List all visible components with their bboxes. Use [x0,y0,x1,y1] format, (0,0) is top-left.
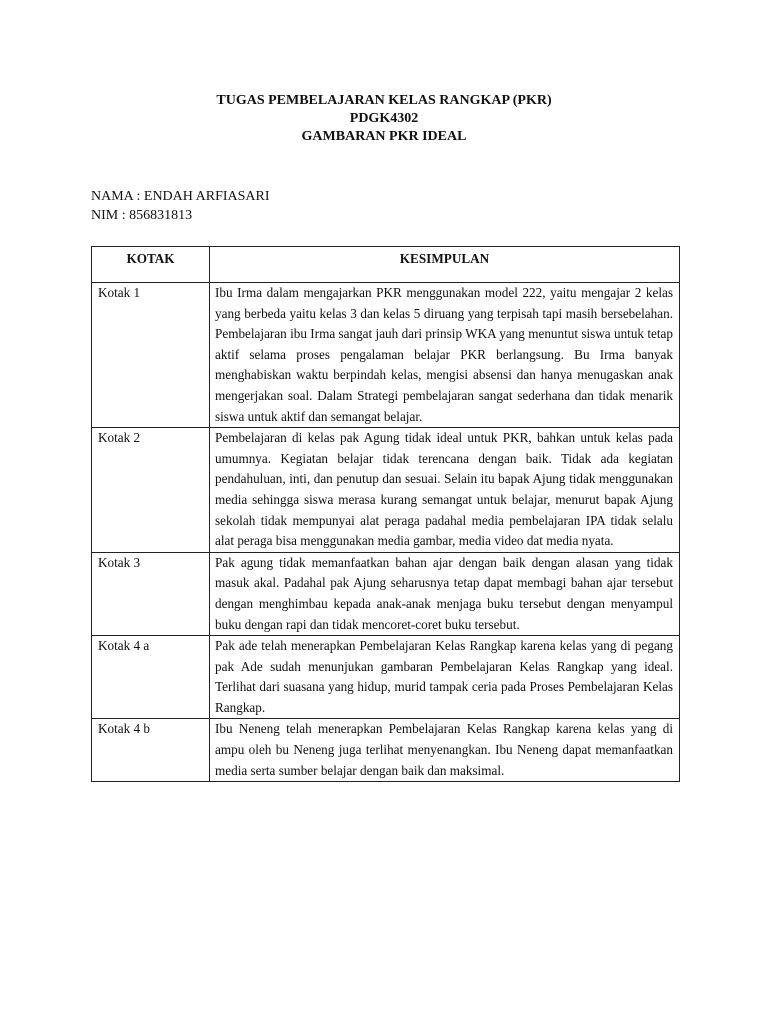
kotak-cell: Kotak 3 [92,552,210,635]
kesimpulan-cell: Pak ade telah menerapkan Pembelajaran Kelas Rangkap karena kelas yang di pegang pak Ade sudah menunjukan gambaran Pembelajaran Kelas Rangkap yang ideal. Terlihat dari suasana yang hidup, murid tampak ceria pada Proses Pembelajaran Kelas Rangkap. [210,636,680,719]
student-name: NAMA : ENDAH ARFIASARI [91,189,270,204]
kotak-cell: Kotak 2 [92,428,210,553]
column-header-kesimpulan: KESIMPULAN [210,247,680,283]
column-header-kotak: KOTAK [92,247,210,283]
table-row [92,283,680,428]
kesimpulan-cell: Ibu Irma dalam mengajarkan PKR menggunakan model 222, yaitu mengajar 2 kelas yang berbeda yaitu kelas 3 dan kelas 5 diruang yang terpisah tapi masih bersebelahan. Pembelajaran ibu Irma sangat jauh dari prinsip WKA yang menuntut siswa untuk tetap aktif selama proses pengalaman belajar PKR berlangsung. Bu Irma banyak menghabiskan waktu berpindah kelas, mengisi absensi dan hanya menugaskan anak mengerjakan soal. Dalam Strategi pembelajaran sangat sederhana dan tidak menarik siswa untuk aktif dan semangat belajar. [210,283,680,428]
student-identity [91,187,270,225]
table-row [92,636,680,719]
course-code: PDGK4302 [349,111,419,126]
kesimpulan-cell: Pembelajaran di kelas pak Agung tidak ideal untuk PKR, bahkan untuk kelas pada umumnya. Kegiatan belajar tidak terencana dengan baik. Tidak ada kegiatan pendahuluan, inti, dan penutup dan sesuai. Selain itu bapak Ajung tidak menggunakan media sehingga siswa merasa kurang semangat untuk belajar, menurut bapak Ajung sekolah tidak mempunyai alat peraga padahal media pembelajaran IPA tidak selalu alat peraga bisa menggunakan media gambar, media video dat media nyata. [210,428,680,553]
document-title-block [0,92,768,146]
kesimpulan-cell: Ibu Neneng telah menerapkan Pembelajaran Kelas Rangkap karena kelas yang di ampu oleh bu Neneng juga terlihat menyenangkan. Ibu Neneng dapat memanfaatkan media serta sumber belajar dengan baik dan maksimal. [210,719,680,782]
table-row [92,719,680,782]
table-header-row [92,247,680,283]
table-row [92,552,680,635]
document-subtitle: GAMBARAN PKR IDEAL [301,129,467,144]
kesimpulan-cell: Pak agung tidak memanfaatkan bahan ajar dengan baik dengan alasan yang tidak masuk akal. Padahal pak Ajung seharusnya tetap dapat membagi bahan ajar tersebut dengan menghimbau kepada anak-anak menjaga buku tersebut dengan menyampul buku dengan rapi dan tidak mencoret-coret buku tersebut. [210,552,680,635]
table-row [92,428,680,553]
document-title: TUGAS PEMBELAJARAN KELAS RANGKAP (PKR) [216,93,552,108]
kotak-cell: Kotak 4 b [92,719,210,782]
kotak-cell: Kotak 4 a [92,636,210,719]
student-nim: NIM : 856831813 [91,208,193,223]
kotak-cell: Kotak 1 [92,283,210,428]
conclusion-table [91,246,680,782]
